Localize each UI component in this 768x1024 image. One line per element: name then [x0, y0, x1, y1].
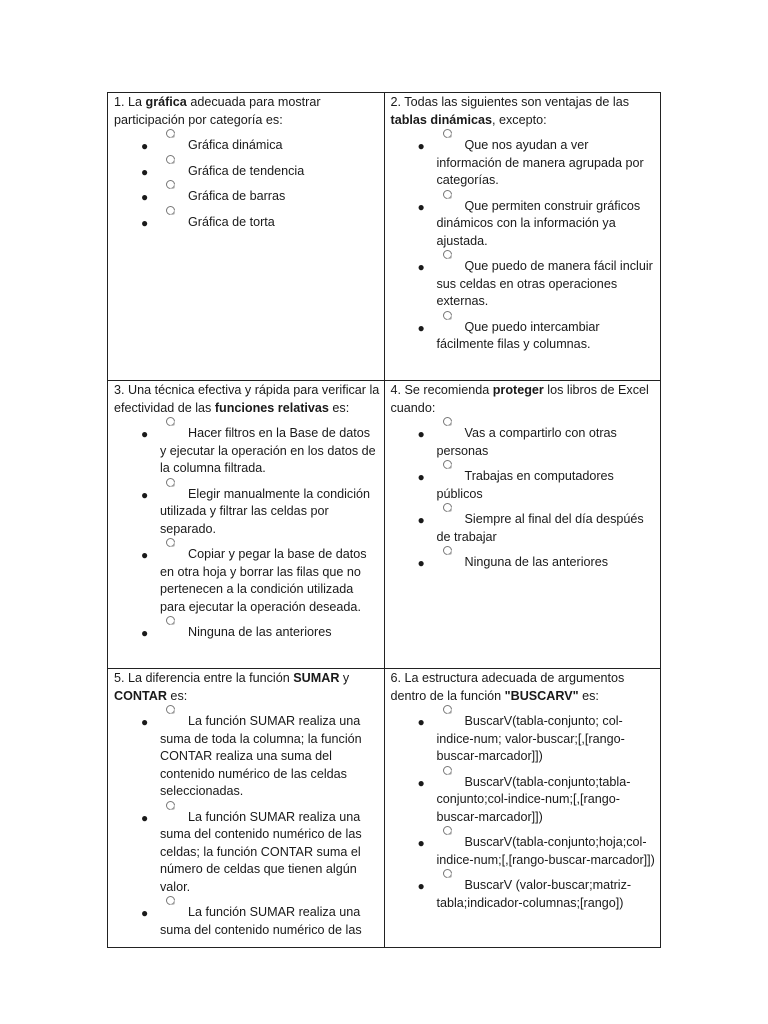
question-6-stem: 6. La estructura adecuada de argumentos dentro de la función "BUSCARV" es:: [390, 671, 625, 703]
bullet-icon: ●: [417, 199, 425, 214]
bullet-icon: ●: [141, 215, 149, 230]
question-4-cell: [384, 381, 661, 669]
option-item: [114, 904, 380, 939]
option-label: Que puedo intercambiar fácilmente filas y columnas.: [436, 319, 600, 351]
radio-button-icon[interactable]: [443, 503, 452, 512]
radio-button-icon[interactable]: [443, 826, 452, 835]
option-label: Gráfica de tendencia: [188, 163, 305, 178]
option-item: [391, 774, 657, 827]
radio-button-icon[interactable]: [443, 546, 452, 555]
radio-button-icon[interactable]: [443, 311, 452, 320]
radio-button-icon[interactable]: [166, 180, 175, 189]
radio-button-icon[interactable]: [166, 478, 175, 487]
bullet-icon: ●: [417, 836, 425, 850]
bullet-icon: ●: [141, 164, 149, 179]
option-item: [114, 809, 380, 897]
option-label: Trabajas en computadores públicos: [436, 469, 614, 501]
option-item: [391, 511, 657, 546]
question-4-stem: 4. Se recomienda proteger los libros de Excel cuando:: [390, 383, 649, 415]
bullet-icon: ●: [141, 906, 149, 920]
option-label: La función SUMAR realiza una suma del contenido numérico de las: [160, 905, 362, 937]
bullet-icon: ●: [417, 556, 425, 570]
bullet-icon: ●: [141, 626, 149, 640]
option-label: Siempre al final del día despúés de trabajar: [436, 512, 644, 544]
option-label: BuscarV(tabla-conjunto;tabla-conjunto;col-indice-num;[,[rango-buscar-marcador]]): [436, 774, 631, 824]
radio-button-icon[interactable]: [166, 129, 175, 138]
radio-button-icon[interactable]: [166, 801, 175, 810]
quiz-table: [107, 92, 661, 948]
option-item: [114, 486, 380, 539]
option-label: BuscarV (valor-buscar;matriz-tabla;indicador-columnas;[rango]): [436, 878, 632, 910]
option-item: [391, 258, 657, 311]
radio-button-icon[interactable]: [443, 417, 452, 426]
option-label: Que puedo de manera fácil incluir sus celdas en otras operaciones externas.: [436, 259, 653, 308]
option-item: [391, 137, 657, 190]
option-item: [391, 198, 657, 251]
bullet-icon: ●: [141, 810, 149, 825]
question-2-options: [391, 137, 657, 354]
question-4-options: [391, 425, 657, 572]
option-label: Copiar y pegar la base de datos en otra hoja y borrar las filas que no pertenecen a la condición utilizada para ejecutar la operación deseada.: [160, 547, 367, 614]
option-item: [391, 877, 657, 912]
option-item: [114, 163, 380, 181]
radio-button-icon[interactable]: [443, 869, 452, 878]
option-label: La función SUMAR realiza una suma del contenido numérico de las celdas; la función CONTAR suma el número de celdas que tienen algún valor.: [160, 809, 362, 894]
radio-button-icon[interactable]: [443, 460, 452, 469]
radio-button-icon[interactable]: [443, 250, 452, 259]
option-item: [114, 546, 380, 616]
bullet-icon: ●: [417, 427, 425, 441]
option-label: Que permiten construir gráficos dinámicos con la información ya ajustada.: [436, 198, 641, 248]
question-5-stem: 5. La diferencia entre la función SUMAR y CONTAR es:: [114, 671, 350, 703]
question-3-cell: [108, 381, 385, 669]
bullet-icon: ●: [141, 139, 149, 153]
radio-button-icon[interactable]: [443, 705, 452, 714]
option-item: [114, 713, 380, 801]
bullet-icon: ●: [417, 775, 425, 790]
option-item: [391, 834, 657, 869]
question-6-cell: [384, 669, 661, 948]
option-item: [114, 425, 380, 478]
bullet-icon: ●: [417, 260, 425, 274]
bullet-icon: ●: [141, 715, 149, 729]
radio-button-icon[interactable]: [166, 896, 175, 905]
option-label: Que nos ayudan a ver información de manera agrupada por categorías.: [436, 138, 644, 187]
radio-button-icon[interactable]: [443, 766, 452, 775]
question-3-options: [114, 425, 380, 642]
option-label: Gráfica de barras: [188, 189, 286, 203]
option-label: BuscarV(tabla-conjunto; col-indice-num; valor-buscar;[,[rango-buscar-marcador]]): [436, 714, 625, 763]
option-label: Elegir manualmente la condición utilizada y filtrar las celdas por separado.: [160, 486, 371, 536]
radio-button-icon[interactable]: [166, 155, 175, 164]
radio-button-icon[interactable]: [443, 129, 452, 138]
option-label: Vas a compartirlo con otras personas: [436, 426, 617, 458]
radio-button-icon[interactable]: [166, 417, 175, 426]
bullet-icon: ●: [417, 320, 425, 335]
option-item: [391, 468, 657, 503]
bullet-icon: ●: [417, 139, 425, 153]
option-label: La función SUMAR realiza una suma de toda la columna; la función CONTAR realiza una suma del contenido numérico de las celdas seleccionadas.: [160, 714, 362, 798]
option-item: [114, 188, 380, 206]
option-label: Hacer filtros en la Base de datos y ejecutar la operación en los datos de la columna filtrada.: [160, 426, 376, 475]
question-1-stem: 1. La gráfica adecuada para mostrar participación por categoría es:: [114, 95, 321, 127]
bullet-icon: ●: [417, 470, 425, 484]
radio-button-icon[interactable]: [443, 190, 452, 199]
option-label: BuscarV(tabla-conjunto;hoja;col-indice-num;[,[rango-buscar-marcador]]): [436, 835, 655, 867]
bullet-icon: ●: [141, 487, 149, 502]
bullet-icon: ●: [141, 190, 149, 204]
option-item: [114, 137, 380, 155]
option-item: [114, 624, 380, 642]
question-1-cell: [108, 93, 385, 381]
option-item: [114, 214, 380, 232]
option-item: [391, 554, 657, 572]
bullet-icon: ●: [417, 513, 425, 527]
bullet-icon: ●: [417, 715, 425, 729]
option-item: [391, 319, 657, 354]
question-1-options: [114, 137, 380, 231]
option-label: Ninguna de las anteriores: [188, 625, 332, 639]
radio-button-icon[interactable]: [166, 538, 175, 547]
question-5-options: [114, 713, 380, 939]
option-item: [391, 425, 657, 460]
radio-button-icon[interactable]: [166, 616, 175, 625]
radio-button-icon[interactable]: [166, 705, 175, 714]
question-3-stem: 3. Una técnica efectiva y rápida para verificar la efectividad de las funciones relativas es:: [114, 383, 380, 415]
question-6-options: [391, 713, 657, 912]
option-item: [391, 713, 657, 766]
radio-button-icon[interactable]: [166, 206, 175, 215]
option-label: Ninguna de las anteriores: [464, 555, 609, 569]
option-label: Gráfica dinámica: [188, 138, 283, 152]
question-5-cell: [108, 669, 385, 948]
question-2-stem: 2. Todas las siguientes son ventajas de las tablas dinámicas, excepto:: [390, 95, 629, 127]
bullet-icon: ●: [141, 548, 149, 562]
bullet-icon: ●: [417, 879, 425, 893]
bullet-icon: ●: [141, 427, 149, 441]
option-label: Gráfica de torta: [188, 214, 275, 229]
question-2-cell: [384, 93, 661, 381]
